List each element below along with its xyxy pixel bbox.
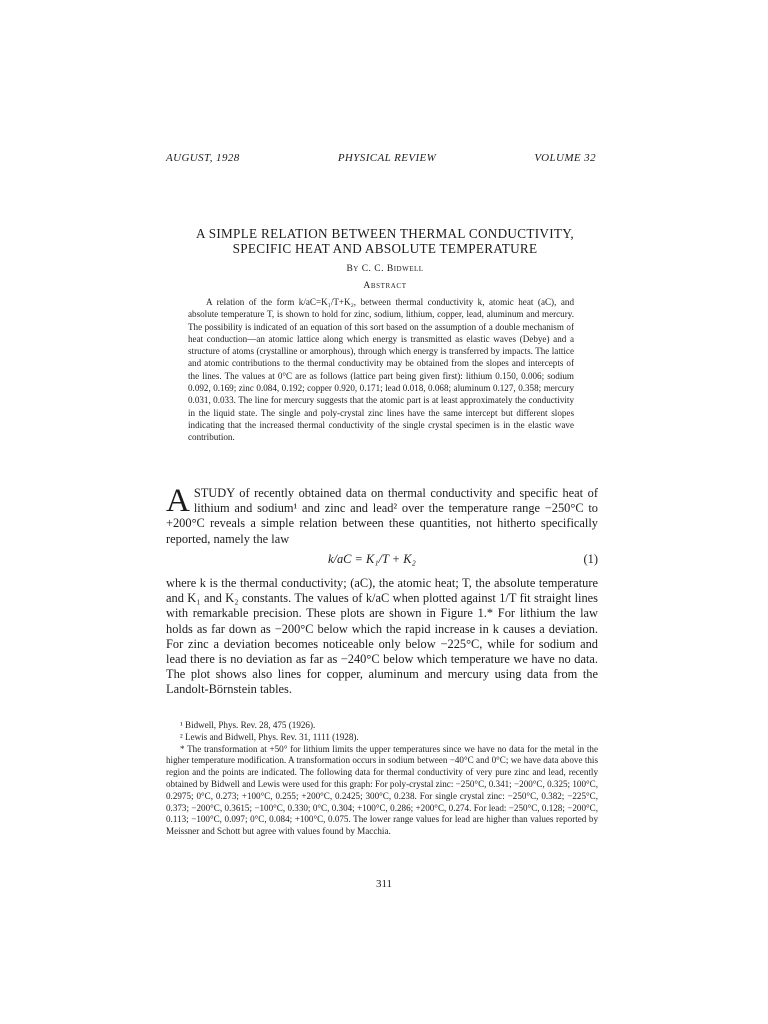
drop-cap: A: [166, 483, 190, 519]
equation-body: k/aC = K₁/T + K₂: [328, 552, 416, 566]
equation-number: (1): [583, 552, 598, 566]
running-head-volume: VOLUME 32: [534, 152, 596, 164]
paragraph-1-text: STUDY of recently obtained data on thermal conductivity and specific heat of lithium and sodium¹ and zinc and lead² over the temperature range −250°C to +200°C reveals a simple relation between these quantities, not hitherto specifically reported, namely the law: [166, 486, 598, 546]
title-line-2: SPECIFIC HEAT AND ABSOLUTE TEMPERATURE: [232, 241, 538, 256]
running-head: [166, 152, 596, 164]
running-head-date: AUGUST, 1928: [166, 152, 240, 164]
page-number: 311: [375, 878, 393, 890]
article-title: [150, 226, 620, 256]
footnote-2: ² Lewis and Bidwell, Phys. Rev. 31, 1111 (1928).: [180, 731, 359, 742]
title-line-1: A SIMPLE RELATION BETWEEN THERMAL CONDUCTIVITY,: [196, 226, 574, 241]
paragraph-1: [166, 483, 598, 547]
abstract-heading: Abstract: [363, 281, 407, 291]
footnote-star: * The transformation at +50° for lithium limits the upper temperatures since we have no data for the metal in the higher temperature modification. A transformation occurs in sodium between −40°C and 0°C; we have data above this region and the points are indicated. The following data for thermal conductivity of very pure zinc and lead, recently obtained by Bidwell and Lewis were used for this graph: For poly-crystal zinc: −250°C, 0.341; −200°C, 0.325; 100°C, 0.2975; 0°C, 0.273; +100°C, 0.255; +200°C, 0.2425; 300°C, 0.238. For single crystal zinc: −250°C, 0.382; −225°C, 0.373; −200°C, 0.3615; −100°C, 0.330; 0°C, 0.304; +100°C, 0.286; +200°C, 0.274. For lead: −250°C, 0.128; −200°C, 0.113; −100°C, 0.097; 0°C, 0.084; +100°C, 0.075. The lower range values for lead are higher than values reported by Meissner and Schott but agree with values found by Macchia.: [166, 743, 598, 837]
running-head-journal: PHYSICAL REVIEW: [337, 152, 437, 164]
paragraph-2: where k is the thermal conductivity; (aC), the atomic heat; T, the absolute temperature and K₁ and K₂ constants. The values of k/aC when plotted against 1/T fit straight lines with remarkable precision. These plots are shown in Figure 1.* For lithium the law holds as far down as −200°C below which the rapid increase in k causes a deviation. For zinc a deviation becomes noticeable only below −225°C, while for sodium and lead there is no deviation as far as −240°C below which temperature we have no data. The plot shows also lines for copper, aluminum and mercury using data from the Landolt-Börnstein tables.: [166, 576, 598, 697]
author-byline: By C. C. Bidwell: [346, 264, 424, 274]
abstract-text: A relation of the form k/aC=K₁/T+K₂, between thermal conductivity k, atomic heat (aC), and absolute temperature T, is shown to hold for zinc, sodium, lithium, copper, lead, aluminum and mercury. The possibility is indicated of an equation of this sort based on the assumption of a double mechanism of heat conduction—an atomic lattice along which energy is transmitted as elastic waves (Debye) and a structure of atoms (crystalline or amorphous), through which energy is transferred by impacts. The lattice and atomic contributions to the thermal conductivity may be obtained from the slopes and intercepts of the lines. The values at 0°C are as follows (lattice part being given first): lithium 0.150, 0.006; sodium 0.092, 0.169; zinc 0.084, 0.192; copper 0.920, 0.171; lead 0.018, 0.068; aluminum 0.127, 0.358; mercury 0.031, 0.033. The line for mercury suggests that the atomic part is at least approximately the conductivity in the liquid state. The single and poly-crystal zinc lines have the same intercept but different slopes indicating that the increased thermal conductivity of the single crystal specimen is in the elastic wave contribution.: [188, 297, 574, 443]
footnote-1: ¹ Bidwell, Phys. Rev. 28, 475 (1926).: [180, 720, 316, 730]
footnotes: [166, 720, 598, 838]
equation-1: [166, 552, 598, 570]
